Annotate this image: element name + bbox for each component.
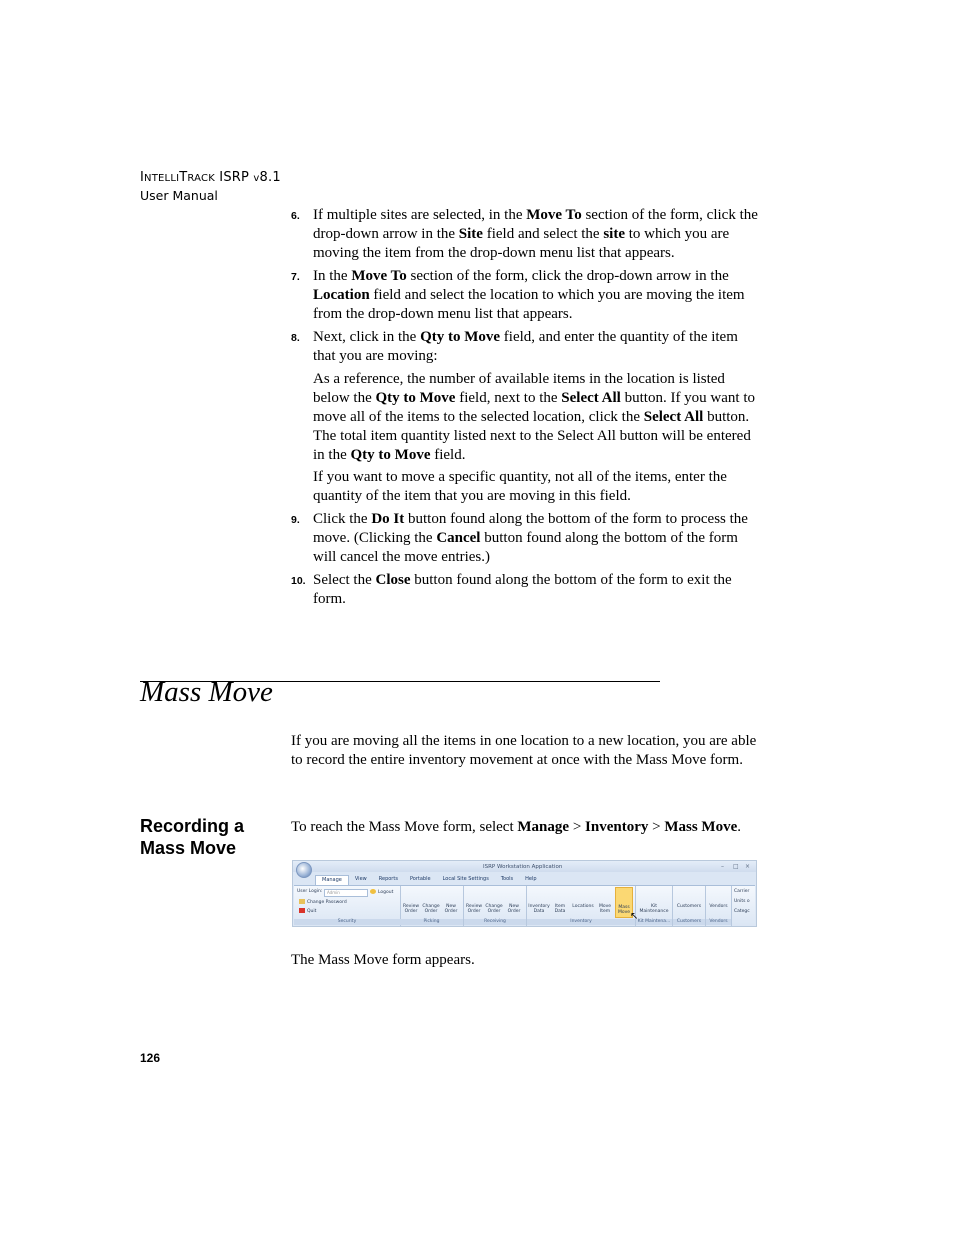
- categories-button[interactable]: Categc: [734, 909, 750, 914]
- move-item-button[interactable]: Move Item: [598, 904, 612, 914]
- tab-portable[interactable]: Portable: [409, 876, 431, 882]
- tab-reports[interactable]: Reports: [378, 876, 398, 882]
- step-7: 7. In the Move To section of the form, click the drop-down arrow in the Location field and select the location to which you are moving the item from the drop-down menu list that appears.: [291, 268, 745, 322]
- reach-instructions: To reach the Mass Move form, select Manage > Inventory > Mass Move.: [291, 819, 741, 835]
- user-login-input[interactable]: Admin: [324, 889, 368, 897]
- minimize-icon[interactable]: –: [721, 863, 724, 870]
- step-number: 9.: [291, 514, 300, 526]
- mouse-cursor-icon: ↖: [630, 911, 639, 922]
- units-button[interactable]: Units o: [734, 899, 750, 904]
- group-label: Customers: [673, 919, 705, 925]
- tab-view[interactable]: View: [354, 876, 367, 882]
- group-receiving: [464, 886, 527, 926]
- locations-button[interactable]: Locations: [572, 904, 594, 909]
- quit-button[interactable]: Quit: [299, 908, 316, 914]
- group-label: Vendors: [706, 919, 731, 925]
- new-order-button[interactable]: New Order: [444, 904, 458, 914]
- review-order-button[interactable]: Review Order: [465, 904, 483, 914]
- logout-button[interactable]: Logout: [370, 889, 393, 895]
- group-vendors: [706, 886, 732, 926]
- logout-icon: [370, 889, 376, 894]
- subsection-title: Recording a Mass Move: [140, 816, 245, 858]
- close-icon[interactable]: ×: [745, 863, 751, 870]
- tab-tools[interactable]: Tools: [500, 876, 514, 882]
- step-number: 10.: [291, 575, 306, 587]
- group-security: [294, 886, 401, 926]
- step-number: 7.: [291, 271, 300, 283]
- group-label: Kit Maintena...: [637, 919, 671, 924]
- step-9: 9. Click the Do It button found along the bottom of the form to process the move. (Clicking the Cancel button found along the bottom of the form will cancel the move entries.): [291, 511, 748, 565]
- group-label: Picking: [400, 919, 463, 925]
- tab-help[interactable]: Help: [525, 876, 537, 882]
- ribbon-screenshot: [292, 860, 757, 927]
- ribbon-panel: [294, 885, 755, 926]
- step-number: 6.: [291, 210, 300, 222]
- group-label: Receiving: [464, 919, 526, 925]
- mass-move-button[interactable]: Mass Move: [615, 887, 633, 918]
- item-data-button[interactable]: Item Data: [554, 904, 566, 914]
- key-icon: [299, 899, 305, 904]
- kit-maintenance-button[interactable]: Kit Maintenance: [639, 904, 669, 914]
- group-label: Security: [294, 919, 400, 925]
- step-8-paragraph-reference: As a reference, the number of available items in the location is listed below the Qty to Move field, next to the Select All button. If you want to move all of the items to the selected location, click the Select All button. The total item quantity listed next to the Select All button will be entered in the Qty to Move field.: [313, 371, 756, 463]
- running-header-subtitle: User Manual: [140, 188, 218, 203]
- customers-button[interactable]: Customers: [676, 904, 702, 909]
- tab-manage[interactable]: Manage: [315, 875, 349, 885]
- new-order-button[interactable]: New Order: [507, 904, 521, 914]
- group-customers: [673, 886, 706, 926]
- step-number: 8.: [291, 332, 300, 344]
- step-8-paragraph-specific: If you want to move a specific quantity, not all of the items, enter the quantity of the item that you are moving in this field.: [313, 469, 727, 504]
- tab-local-site-settings[interactable]: Local Site Settings: [442, 876, 489, 882]
- review-order-button[interactable]: Review Order: [402, 904, 420, 914]
- group-picking: [400, 886, 464, 926]
- change-password-button[interactable]: Change Password: [299, 899, 347, 905]
- inventory-data-button[interactable]: Inventory Data: [528, 904, 550, 914]
- section-intro: If you are moving all the items in one location to a new location, you are able to record the entire inventory movement at once with the Mass Move form.: [291, 733, 757, 768]
- section-title: Mass Move: [140, 676, 273, 708]
- running-header-title: INTELLITRACK ISRP v8.1: [140, 170, 281, 185]
- page-number: 126: [140, 1051, 161, 1065]
- change-order-button[interactable]: Change Order: [422, 904, 440, 914]
- app-title: ISRP Workstation Application: [483, 864, 563, 870]
- ribbon-tabs: [315, 875, 543, 885]
- office-orb-icon[interactable]: [296, 862, 312, 878]
- user-login-label: User Login:: [297, 889, 323, 894]
- form-appears-text: The Mass Move form appears.: [291, 952, 475, 968]
- step-8: 8. Next, click in the Qty to Move field, and enter the quantity of the item that you are moving:: [291, 329, 738, 364]
- maximize-icon[interactable]: □: [733, 863, 739, 870]
- vendors-button[interactable]: Vendors: [709, 904, 728, 909]
- step-10: 10. Select the Close button found along the bottom of the form to exit the form.: [291, 572, 732, 607]
- step-6: 6. If multiple sites are selected, in the Move To section of the form, click the drop-down arrow in the Site field and select the site to which you are moving the item from the drop-down menu list that appears.: [291, 207, 758, 261]
- carrier-button[interactable]: Carrier: [734, 889, 750, 894]
- change-order-button[interactable]: Change Order: [485, 904, 503, 914]
- group-label: Inventory: [527, 919, 635, 925]
- group-kit-maintenance: [636, 886, 673, 926]
- quit-icon: [299, 908, 305, 913]
- group-inventory: [527, 886, 639, 926]
